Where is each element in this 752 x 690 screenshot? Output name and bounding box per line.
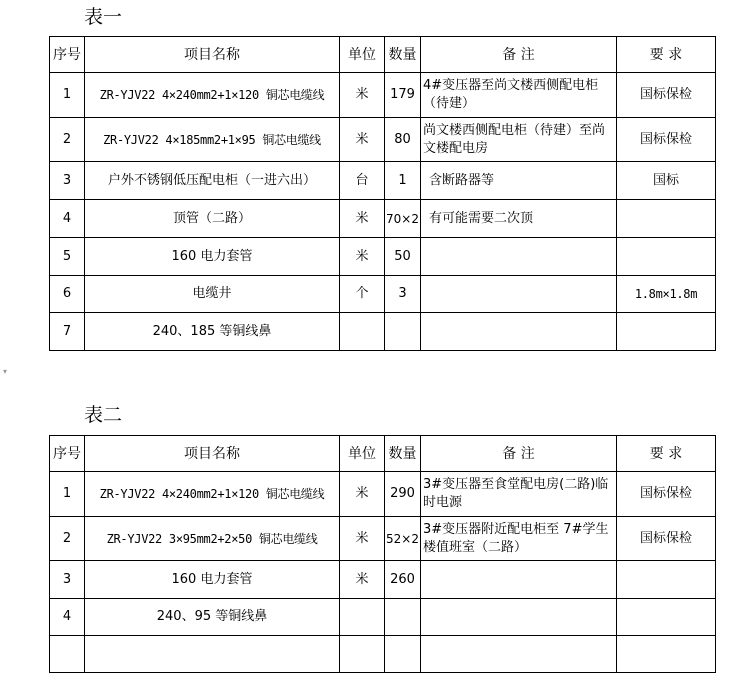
table2-header-row (50, 436, 716, 472)
cell-note: 4#变压器至尚文楼西侧配电柜（待建） (421, 73, 617, 118)
table-row (50, 472, 716, 517)
cell-name: ZR-YJV22 4×240mm2+1×120 铜芯电缆线 (85, 73, 340, 118)
cell-name: ZR-YJV22 4×240mm2+1×120 铜芯电缆线 (85, 472, 340, 517)
cell-qty (385, 599, 421, 636)
cell-note: 有可能需要二次顶 (421, 200, 617, 238)
table-row (50, 118, 716, 162)
table-row (50, 238, 716, 276)
table-row (50, 162, 716, 200)
header-no: 序号 (50, 436, 85, 472)
cell-no: 1 (50, 73, 85, 118)
cell-name: 顶管（二路） (85, 200, 340, 238)
table1 (49, 36, 716, 351)
table-row (50, 276, 716, 313)
header-no: 序号 (50, 37, 85, 73)
table-row (50, 561, 716, 599)
cell-req (617, 561, 716, 599)
cell-no: 6 (50, 276, 85, 313)
cell-note: 含断路器等 (421, 162, 617, 200)
cell-unit: 米 (340, 517, 385, 561)
cell-note: 尚文楼西侧配电柜（待建）至尚文楼配电房 (421, 118, 617, 162)
table2-caption: 表二 (84, 404, 123, 426)
cell-name: 160 电力套管 (85, 561, 340, 599)
anchor-marker: ▾ (3, 367, 8, 376)
cell-unit: 米 (340, 118, 385, 162)
cell-no: 3 (50, 561, 85, 599)
cell-qty (385, 313, 421, 351)
cell-req: 1.8m×1.8m (617, 276, 716, 313)
cell-name: 160 电力套管 (85, 238, 340, 276)
cell-qty: 3 (385, 276, 421, 313)
cell-no: 3 (50, 162, 85, 200)
cell-req (617, 313, 716, 351)
cell-note: 3#变压器至食堂配电房(二路)临时电源 (421, 472, 617, 517)
header-req: 要 求 (617, 436, 716, 472)
cell-no: 2 (50, 517, 85, 561)
cell-req (617, 599, 716, 636)
cell-no: 7 (50, 313, 85, 351)
cell-name: 240、95 等铜线鼻 (85, 599, 340, 636)
cell-req: 国标 (617, 162, 716, 200)
cell-req (617, 200, 716, 238)
cell-req (617, 636, 716, 673)
cell-unit: 米 (340, 238, 385, 276)
cell-name (85, 636, 340, 673)
table-row (50, 517, 716, 561)
header-name: 项目名称 (85, 436, 340, 472)
cell-note (421, 313, 617, 351)
cell-qty: 260 (385, 561, 421, 599)
cell-note (421, 561, 617, 599)
cell-qty: 50 (385, 238, 421, 276)
cell-unit: 米 (340, 472, 385, 517)
header-unit: 单位 (340, 37, 385, 73)
table1-caption: 表一 (84, 6, 123, 28)
cell-name: 电缆井 (85, 276, 340, 313)
table-row (50, 636, 716, 673)
cell-unit: 米 (340, 200, 385, 238)
cell-req (617, 238, 716, 276)
header-note: 备 注 (421, 37, 617, 73)
header-req: 要 求 (617, 37, 716, 73)
cell-unit (340, 313, 385, 351)
cell-req: 国标保检 (617, 517, 716, 561)
cell-no (50, 636, 85, 673)
cell-qty: 179 (385, 73, 421, 118)
header-note: 备 注 (421, 436, 617, 472)
cell-unit (340, 636, 385, 673)
header-qty: 数量 (385, 436, 421, 472)
cell-name: 户外不锈钢低压配电柜（一进六出） (85, 162, 340, 200)
cell-qty (385, 636, 421, 673)
cell-note (421, 599, 617, 636)
cell-unit: 米 (340, 73, 385, 118)
cell-req: 国标保检 (617, 73, 716, 118)
cell-unit: 米 (340, 561, 385, 599)
cell-qty: 52×2 (385, 517, 421, 561)
table-row (50, 599, 716, 636)
cell-no: 4 (50, 200, 85, 238)
cell-no: 5 (50, 238, 85, 276)
cell-qty: 1 (385, 162, 421, 200)
header-name: 项目名称 (85, 37, 340, 73)
cell-unit (340, 599, 385, 636)
table-row (50, 200, 716, 238)
cell-unit: 个 (340, 276, 385, 313)
table2 (49, 435, 716, 673)
cell-no: 2 (50, 118, 85, 162)
table-row (50, 73, 716, 118)
header-qty: 数量 (385, 37, 421, 73)
cell-note: 3#变压器附近配电柜至 7#学生楼值班室（二路） (421, 517, 617, 561)
cell-unit: 台 (340, 162, 385, 200)
cell-req: 国标保检 (617, 472, 716, 517)
cell-no: 4 (50, 599, 85, 636)
table1-header-row (50, 37, 716, 73)
cell-no: 1 (50, 472, 85, 517)
cell-req: 国标保检 (617, 118, 716, 162)
cell-note (421, 238, 617, 276)
table-row (50, 313, 716, 351)
cell-note (421, 276, 617, 313)
cell-qty: 80 (385, 118, 421, 162)
cell-note (421, 636, 617, 673)
header-unit: 单位 (340, 436, 385, 472)
cell-name: ZR-YJV22 4×185mm2+1×95 铜芯电缆线 (85, 118, 340, 162)
cell-name: 240、185 等铜线鼻 (85, 313, 340, 351)
cell-name: ZR-YJV22 3×95mm2+2×50 铜芯电缆线 (85, 517, 340, 561)
cell-qty: 70×2 (385, 200, 421, 238)
cell-qty: 290 (385, 472, 421, 517)
